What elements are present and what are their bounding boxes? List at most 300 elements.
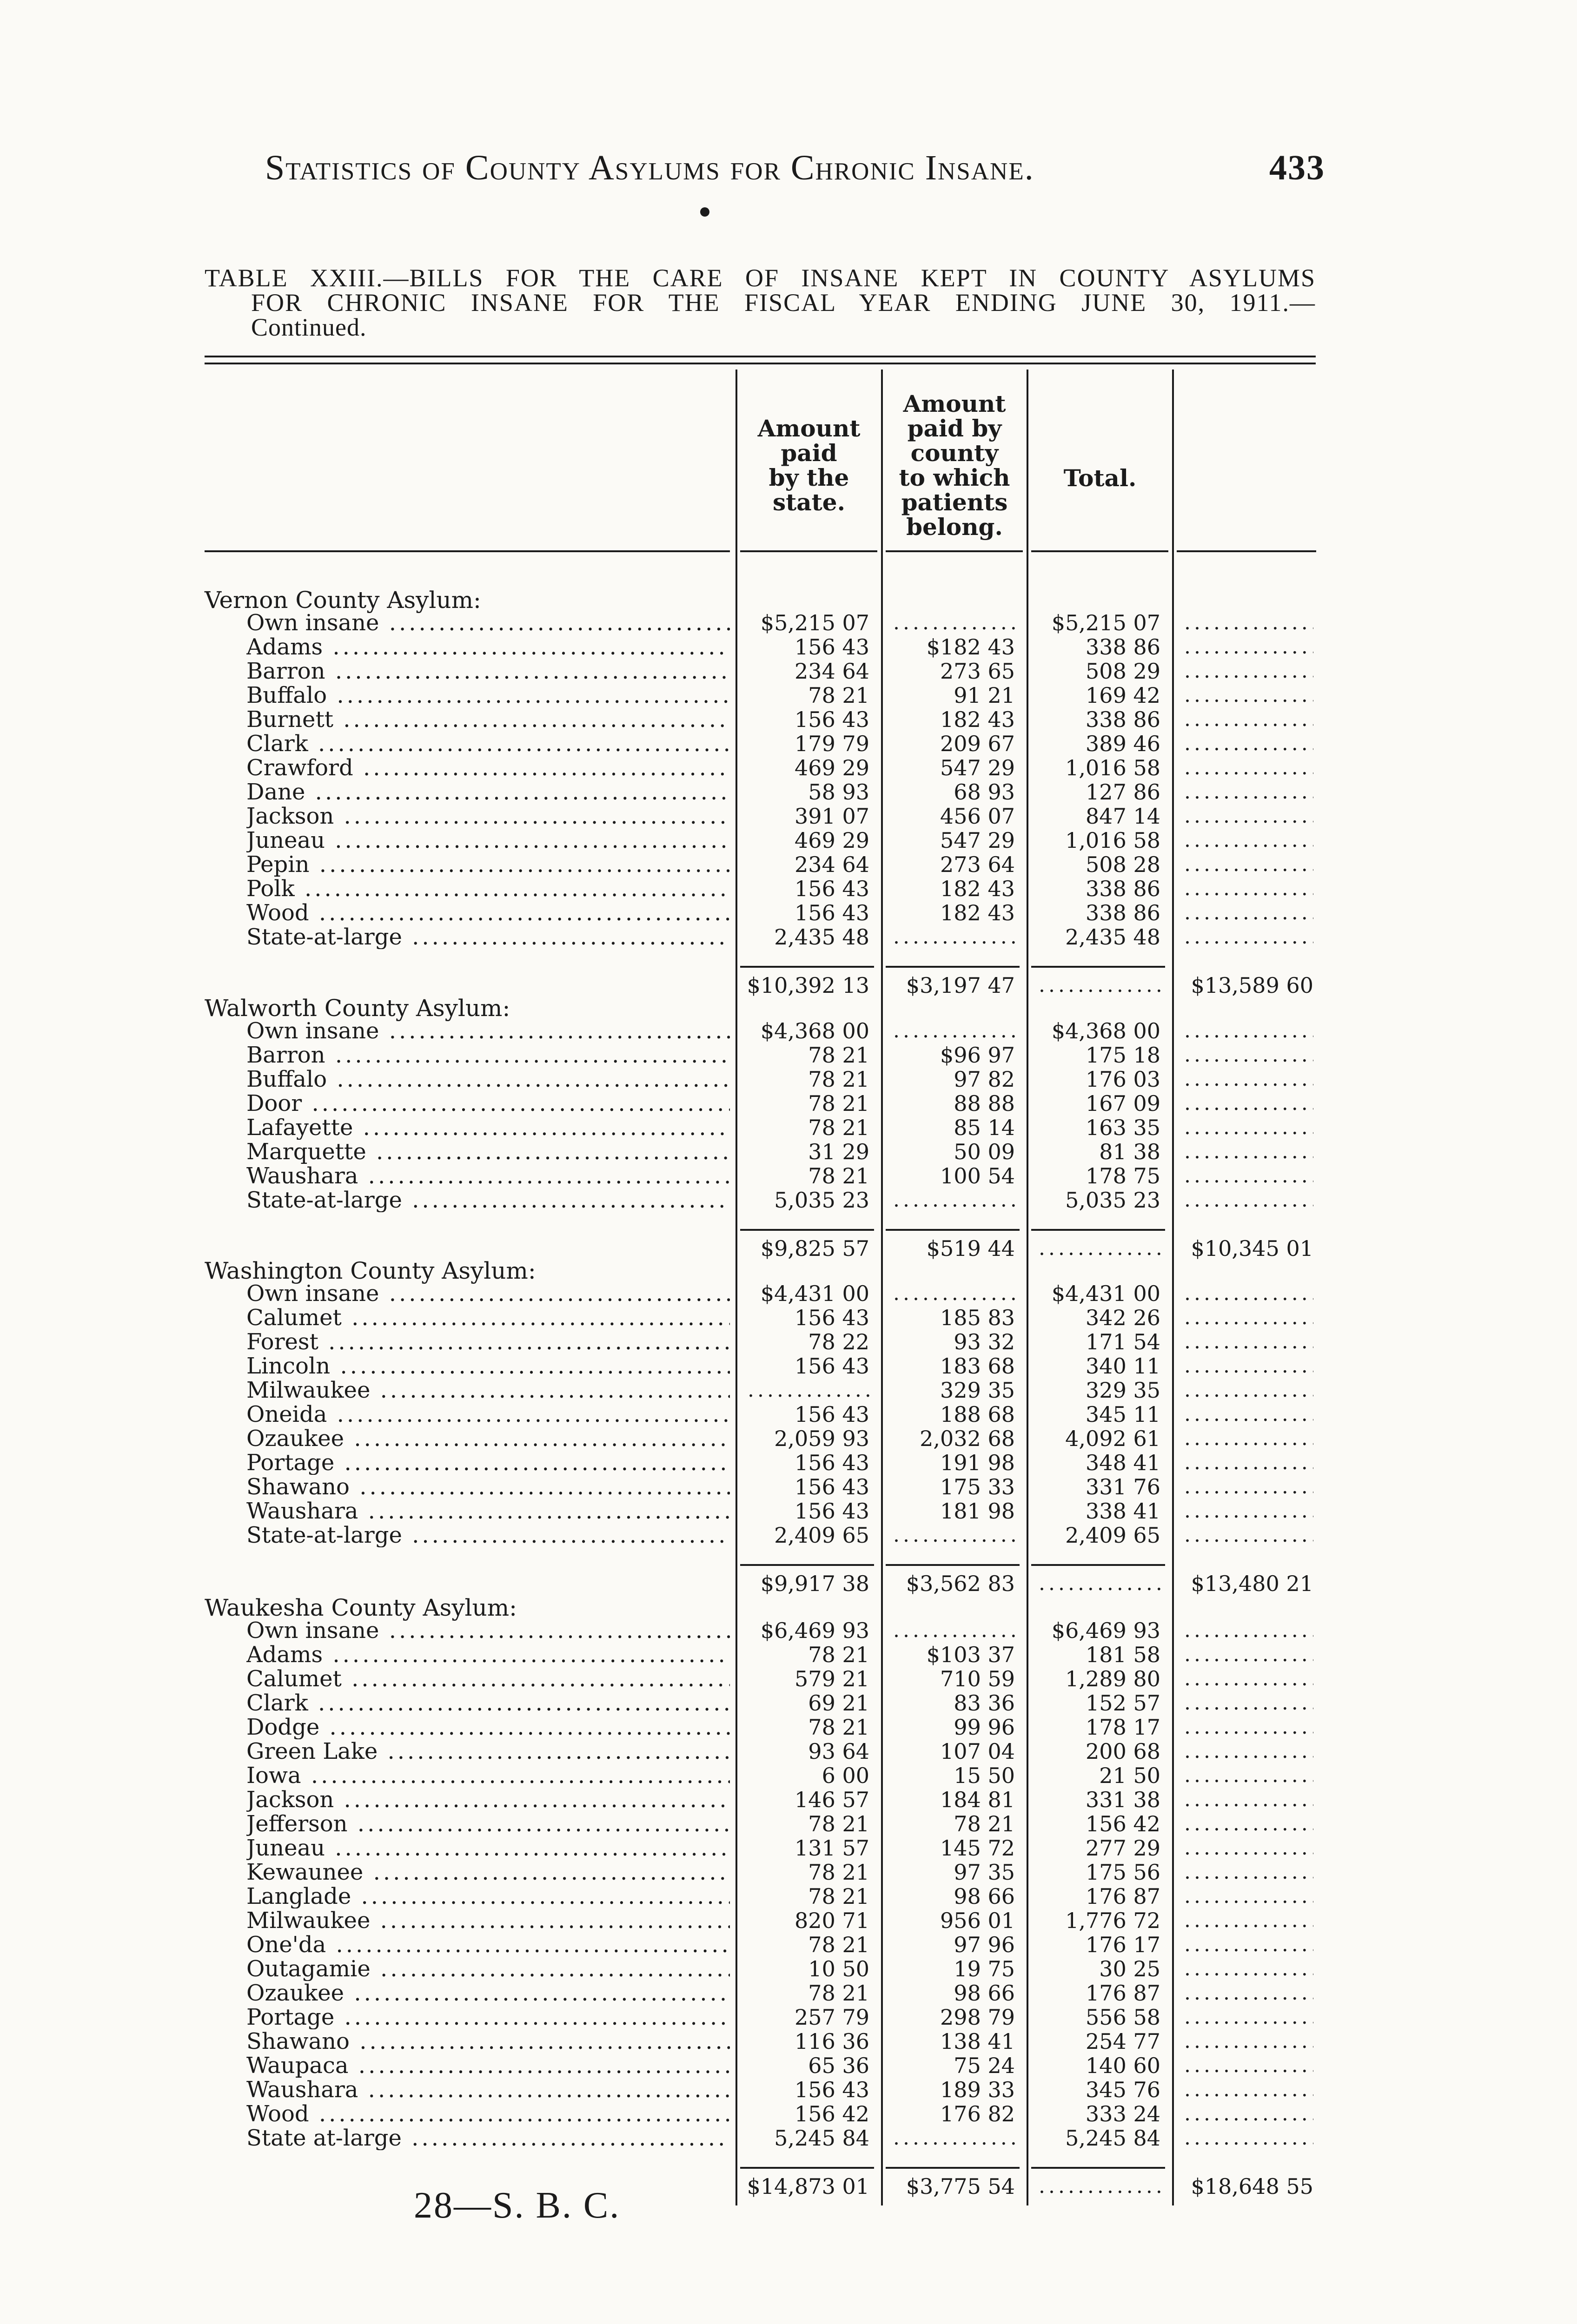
row-leader bbox=[893, 1188, 1015, 1212]
row-amount: 257 79 bbox=[795, 2005, 869, 2030]
row-leader bbox=[1184, 1188, 1313, 1212]
row-label: Oneida ..... bbox=[246, 1402, 730, 1426]
row-leader bbox=[1184, 1091, 1313, 1116]
row-amount: 329 35 bbox=[940, 1378, 1015, 1403]
row-amount: 189 33 bbox=[940, 2077, 1015, 2102]
group-heading: Walworth County Asylum: bbox=[205, 995, 510, 1022]
row-leader bbox=[1184, 828, 1313, 852]
row-amount: 508 29 bbox=[1086, 659, 1160, 684]
total-amount: $13,589 60 bbox=[1191, 973, 1313, 998]
row-amount: 182 43 bbox=[940, 900, 1015, 925]
row-amount: $6,469 93 bbox=[1051, 1618, 1160, 1643]
row-label: Calumet ..... bbox=[246, 1667, 730, 1691]
row-label: Clark ..... bbox=[246, 1691, 730, 1715]
row-label: Iowa ..... bbox=[246, 1763, 730, 1788]
subtotal-rule bbox=[1031, 1564, 1165, 1566]
row-amount: 169 42 bbox=[1086, 683, 1160, 708]
row-amount: $4,431 00 bbox=[1051, 1281, 1160, 1306]
row-amount: 156 43 bbox=[795, 900, 869, 925]
row-label: Ozaukee ..... bbox=[246, 1426, 730, 1451]
row-label: Buffalo ..... bbox=[246, 1067, 730, 1091]
row-leader bbox=[1184, 1884, 1313, 1908]
row-leader bbox=[1184, 1475, 1313, 1499]
column-header-county bbox=[885, 391, 1024, 539]
row-amount: $6,469 93 bbox=[760, 1618, 869, 1643]
subtotal-rule bbox=[1031, 2167, 1165, 2169]
row-amount: 163 35 bbox=[1086, 1115, 1160, 1140]
row-amount: 4,092 61 bbox=[1065, 1426, 1160, 1451]
row-amount: 68 93 bbox=[954, 779, 1015, 805]
row-leader bbox=[1184, 1330, 1313, 1354]
row-amount: 131 57 bbox=[795, 1835, 869, 1861]
total-amount: $14,873 01 bbox=[747, 2174, 869, 2199]
table-caption bbox=[205, 266, 1316, 340]
row-leader bbox=[893, 925, 1015, 949]
row-amount: 78 21 bbox=[808, 1163, 869, 1188]
ornament-dot bbox=[700, 207, 709, 217]
row-label: Portage ..... bbox=[246, 1451, 730, 1475]
row-label: Lincoln ..... bbox=[246, 1354, 730, 1378]
row-label: Wood ..... bbox=[246, 901, 730, 925]
row-amount: 69 21 bbox=[808, 1690, 869, 1716]
row-amount: 78 21 bbox=[808, 1091, 869, 1116]
row-leader bbox=[1184, 852, 1313, 877]
row-leader bbox=[1184, 1812, 1313, 1836]
row-amount: 391 07 bbox=[795, 804, 869, 829]
running-title: Statistics of County Asylums for Chronic Insane. bbox=[265, 148, 1034, 187]
row-amount: 99 96 bbox=[954, 1715, 1015, 1740]
row-label: Forest ..... bbox=[246, 1330, 730, 1354]
row-amount: 331 38 bbox=[1086, 1787, 1160, 1812]
row-label: Burnett ..... bbox=[246, 707, 730, 732]
row-leader bbox=[1184, 1140, 1313, 1164]
row-amount: 15 50 bbox=[954, 1763, 1015, 1788]
row-label: State-at-large ..... bbox=[246, 1188, 730, 1212]
row-leader bbox=[1184, 1763, 1313, 1788]
row-amount: 93 64 bbox=[808, 1739, 869, 1764]
row-leader bbox=[1184, 1836, 1313, 1860]
row-amount: 338 86 bbox=[1086, 876, 1160, 901]
row-leader bbox=[1184, 1523, 1313, 1547]
row-amount: 176 87 bbox=[1086, 1884, 1160, 1909]
row-label: Barron ..... bbox=[246, 1043, 730, 1067]
row-label: Waushara ..... bbox=[246, 1499, 730, 1523]
row-amount: 200 68 bbox=[1086, 1739, 1160, 1764]
row-leader bbox=[1184, 2078, 1313, 2102]
row-amount: 78 21 bbox=[808, 1884, 869, 1909]
row-leader bbox=[1184, 1164, 1313, 1188]
row-leader bbox=[1184, 1402, 1313, 1426]
row-amount: 2,409 65 bbox=[1065, 1523, 1160, 1548]
row-label: Green Lake ..... bbox=[246, 1739, 730, 1763]
row-amount: 5,245 84 bbox=[1065, 2126, 1160, 2151]
row-amount: 820 71 bbox=[795, 1908, 869, 1933]
row-amount: 273 64 bbox=[940, 852, 1015, 877]
row-amount: 65 36 bbox=[808, 2053, 869, 2078]
row-label: State-at-large ..... bbox=[246, 925, 730, 949]
column-divider-3 bbox=[1027, 370, 1028, 2205]
row-amount: 88 88 bbox=[954, 1091, 1015, 1116]
column-divider-4 bbox=[1172, 370, 1174, 2205]
row-amount: 556 58 bbox=[1086, 2005, 1160, 2030]
total-amount: $3,562 83 bbox=[906, 1571, 1015, 1596]
row-amount: 333 24 bbox=[1086, 2101, 1160, 2126]
row-leader bbox=[1184, 804, 1313, 828]
row-leader bbox=[1184, 1667, 1313, 1691]
total-amount: $3,197 47 bbox=[906, 973, 1015, 998]
group-heading: Waukesha County Asylum: bbox=[205, 1594, 517, 1621]
row-amount: 342 26 bbox=[1086, 1305, 1160, 1330]
subtotal-rule bbox=[740, 966, 874, 968]
row-amount: 78 21 bbox=[954, 1811, 1015, 1836]
row-amount: 100 54 bbox=[940, 1163, 1015, 1188]
row-amount: 146 57 bbox=[795, 1787, 869, 1812]
row-label: Calumet ..... bbox=[246, 1306, 730, 1330]
row-amount: 179 79 bbox=[795, 731, 869, 756]
row-amount: 181 58 bbox=[1086, 1642, 1160, 1667]
row-amount: 156 43 bbox=[795, 876, 869, 901]
row-amount: 175 18 bbox=[1086, 1043, 1160, 1068]
row-amount: 176 17 bbox=[1086, 1932, 1160, 1957]
row-label: Outagamie ..... bbox=[246, 1957, 730, 1981]
row-amount: 456 07 bbox=[940, 804, 1015, 829]
row-amount: 254 77 bbox=[1086, 2029, 1160, 2054]
row-amount: 81 38 bbox=[1099, 1139, 1160, 1164]
row-amount: 345 11 bbox=[1086, 1402, 1160, 1427]
row-amount: 2,032 68 bbox=[920, 1426, 1015, 1451]
subtotal-rule bbox=[886, 966, 1020, 968]
header-county-text: Amount paid by county to which patients belong. bbox=[899, 390, 1010, 541]
header-rule-state bbox=[740, 550, 877, 552]
row-amount: 338 86 bbox=[1086, 707, 1160, 732]
row-label: Clark ..... bbox=[246, 732, 730, 756]
row-amount: 184 81 bbox=[940, 1787, 1015, 1812]
row-leader bbox=[1184, 635, 1313, 659]
row-label: Pepin ..... bbox=[246, 852, 730, 877]
row-amount: 97 82 bbox=[954, 1067, 1015, 1092]
total-amount: $3,775 54 bbox=[906, 2174, 1015, 2199]
row-amount: 156 43 bbox=[795, 634, 869, 660]
row-amount: 78 21 bbox=[808, 1932, 869, 1957]
row-amount: 30 25 bbox=[1099, 1956, 1160, 1981]
subtotal-rule bbox=[886, 2167, 1020, 2169]
row-amount: 156 43 bbox=[795, 1305, 869, 1330]
row-amount: 97 96 bbox=[954, 1932, 1015, 1957]
row-label: Waupaca ..... bbox=[246, 2053, 730, 2078]
row-label: Juneau ..... bbox=[246, 1836, 730, 1860]
row-leader bbox=[1184, 659, 1313, 683]
row-leader bbox=[1184, 1788, 1313, 1812]
row-amount: 1,776 72 bbox=[1065, 1908, 1160, 1933]
row-leader bbox=[1184, 1019, 1313, 1043]
subtotal-rule bbox=[886, 1564, 1020, 1566]
row-leader bbox=[1184, 611, 1313, 635]
row-label: Own insane ..... bbox=[246, 1281, 730, 1306]
row-amount: 175 33 bbox=[940, 1474, 1015, 1499]
row-amount: 389 46 bbox=[1086, 731, 1160, 756]
row-amount: 78 22 bbox=[808, 1329, 869, 1354]
row-amount: 277 29 bbox=[1086, 1835, 1160, 1861]
row-label: Door ..... bbox=[246, 1091, 730, 1116]
total-leader bbox=[1039, 2174, 1160, 2199]
row-leader bbox=[1184, 1116, 1313, 1140]
row-amount: 182 43 bbox=[940, 876, 1015, 901]
total-amount: $13,480 21 bbox=[1191, 1571, 1313, 1596]
row-amount: 331 76 bbox=[1086, 1474, 1160, 1499]
row-amount: 2,435 48 bbox=[1065, 924, 1160, 950]
header-rule-total bbox=[1031, 550, 1168, 552]
row-leader bbox=[1184, 1618, 1313, 1643]
row-amount: 1,289 80 bbox=[1065, 1666, 1160, 1691]
row-label: Portage ..... bbox=[246, 2005, 730, 2029]
row-label: Dodge ..... bbox=[246, 1715, 730, 1739]
row-amount: 58 93 bbox=[808, 779, 869, 805]
row-amount: 83 36 bbox=[954, 1690, 1015, 1716]
row-amount: 185 83 bbox=[940, 1305, 1015, 1330]
column-divider-1 bbox=[735, 370, 737, 2205]
row-amount: $4,368 00 bbox=[1051, 1018, 1160, 1043]
top-rule-1 bbox=[205, 356, 1316, 357]
total-amount: $9,917 38 bbox=[760, 1571, 869, 1596]
header-rule-label bbox=[205, 550, 730, 552]
row-amount: 329 35 bbox=[1086, 1378, 1160, 1403]
row-amount: $96 97 bbox=[940, 1043, 1015, 1068]
total-leader bbox=[1039, 1236, 1160, 1261]
row-amount: $5,215 07 bbox=[760, 610, 869, 635]
row-leader bbox=[1184, 780, 1313, 804]
row-amount: 127 86 bbox=[1086, 779, 1160, 805]
row-leader bbox=[1184, 756, 1313, 780]
row-amount: 156 42 bbox=[795, 2101, 869, 2126]
row-leader bbox=[1184, 1067, 1313, 1091]
row-leader bbox=[1184, 1715, 1313, 1739]
row-amount: 1,016 58 bbox=[1065, 755, 1160, 780]
row-amount: 152 57 bbox=[1086, 1690, 1160, 1716]
row-amount: 847 14 bbox=[1086, 804, 1160, 829]
row-label: Waushara ..... bbox=[246, 1164, 730, 1188]
row-leader bbox=[1184, 1043, 1313, 1067]
row-label: Shawano ..... bbox=[246, 1475, 730, 1499]
row-amount: 273 65 bbox=[940, 659, 1015, 684]
row-amount: 2,409 65 bbox=[774, 1523, 869, 1548]
row-amount: $103 37 bbox=[926, 1642, 1015, 1667]
row-amount: 469 29 bbox=[795, 755, 869, 780]
row-leader bbox=[1184, 877, 1313, 901]
row-leader bbox=[1184, 1451, 1313, 1475]
row-amount: 98 66 bbox=[954, 1981, 1015, 2006]
row-amount: 182 43 bbox=[940, 707, 1015, 732]
row-amount: 98 66 bbox=[954, 1884, 1015, 1909]
row-amount: 2,435 48 bbox=[774, 924, 869, 950]
row-amount: 78 21 bbox=[808, 1860, 869, 1885]
header-rule-grand bbox=[1177, 550, 1316, 552]
row-label: Jackson ..... bbox=[246, 1788, 730, 1812]
header-total-text: Total. bbox=[1063, 464, 1137, 492]
row-amount: 19 75 bbox=[954, 1956, 1015, 1981]
subtotal-rule bbox=[1031, 1229, 1165, 1231]
row-label: Ozaukee ..... bbox=[246, 1981, 730, 2005]
row-amount: 78 21 bbox=[808, 1642, 869, 1667]
subtotal-rule bbox=[740, 2167, 874, 2169]
subtotal-rule bbox=[1031, 966, 1165, 968]
row-amount: 178 75 bbox=[1086, 1163, 1160, 1188]
row-leader bbox=[1184, 1306, 1313, 1330]
row-amount: 234 64 bbox=[795, 852, 869, 877]
row-label: Own insane ..... bbox=[246, 1618, 730, 1643]
row-amount: 78 21 bbox=[808, 1115, 869, 1140]
row-amount: 5,035 23 bbox=[774, 1188, 869, 1213]
row-label: Waushara ..... bbox=[246, 2078, 730, 2102]
running-head bbox=[265, 148, 1325, 199]
row-label: One'da ..... bbox=[246, 1933, 730, 1957]
row-amount: 508 28 bbox=[1086, 852, 1160, 877]
row-label: Dane ..... bbox=[246, 780, 730, 804]
row-amount: 78 21 bbox=[808, 1981, 869, 2006]
row-label: Jefferson ..... bbox=[246, 1812, 730, 1836]
row-amount: 348 41 bbox=[1086, 1450, 1160, 1475]
row-leader bbox=[1184, 1739, 1313, 1763]
total-leader bbox=[1039, 973, 1160, 997]
row-amount: 85 14 bbox=[954, 1115, 1015, 1140]
row-amount: 156 43 bbox=[795, 1402, 869, 1427]
row-leader bbox=[1184, 1691, 1313, 1715]
row-amount: 209 67 bbox=[940, 731, 1015, 756]
row-amount: 140 60 bbox=[1086, 2053, 1160, 2078]
row-amount: 97 35 bbox=[954, 1860, 1015, 1885]
row-amount: 75 24 bbox=[954, 2053, 1015, 2078]
row-label: Kewaunee ..... bbox=[246, 1860, 730, 1884]
row-amount: 183 68 bbox=[940, 1353, 1015, 1379]
row-amount: $182 43 bbox=[926, 634, 1015, 660]
row-amount: 10 50 bbox=[808, 1956, 869, 1981]
row-amount: 345 76 bbox=[1086, 2077, 1160, 2102]
row-amount: 156 43 bbox=[795, 1474, 869, 1499]
row-leader bbox=[1184, 732, 1313, 756]
column-divider-2 bbox=[881, 370, 883, 2205]
row-leader bbox=[1184, 925, 1313, 949]
row-amount: 6 00 bbox=[822, 1763, 869, 1788]
row-amount: 176 03 bbox=[1086, 1067, 1160, 1092]
column-header-state bbox=[739, 416, 879, 515]
row-label: Crawford ..... bbox=[246, 756, 730, 780]
row-amount: 191 98 bbox=[940, 1450, 1015, 1475]
row-amount: 547 29 bbox=[940, 828, 1015, 853]
row-amount: 5,035 23 bbox=[1065, 1188, 1160, 1213]
row-amount: 91 21 bbox=[954, 683, 1015, 708]
row-label: Wood ..... bbox=[246, 2102, 730, 2126]
subtotal-rule bbox=[886, 1229, 1020, 1231]
row-amount: 78 21 bbox=[808, 1811, 869, 1836]
header-rule-county bbox=[886, 550, 1023, 552]
total-leader bbox=[1039, 1571, 1160, 1596]
row-label: Adams ..... bbox=[246, 1643, 730, 1667]
row-amount: $4,368 00 bbox=[760, 1018, 869, 1043]
header-state-text: Amount paid by the state. bbox=[757, 415, 861, 516]
group-heading: Vernon County Asylum: bbox=[205, 587, 481, 614]
total-amount: $519 44 bbox=[926, 1236, 1015, 1261]
top-rule-2 bbox=[205, 363, 1316, 364]
total-amount: $18,648 55 bbox=[1191, 2174, 1313, 2199]
row-amount: 710 59 bbox=[940, 1666, 1015, 1691]
total-amount: $10,392 13 bbox=[747, 973, 869, 998]
row-amount: 107 04 bbox=[940, 1739, 1015, 1764]
row-label: Own insane ..... bbox=[246, 611, 730, 635]
row-leader bbox=[1184, 901, 1313, 925]
row-amount: 78 21 bbox=[808, 1067, 869, 1092]
row-amount: 956 01 bbox=[940, 1908, 1015, 1933]
row-amount: 188 68 bbox=[940, 1402, 1015, 1427]
row-label: Milwaukee ..... bbox=[246, 1378, 730, 1402]
row-label: Shawano ..... bbox=[246, 2029, 730, 2053]
row-label: State-at-large ..... bbox=[246, 1523, 730, 1547]
row-leader bbox=[1184, 1643, 1313, 1667]
row-leader bbox=[893, 1523, 1015, 1547]
row-leader bbox=[1184, 1957, 1313, 1981]
page-number: 433 bbox=[1269, 148, 1325, 187]
row-amount: 21 50 bbox=[1099, 1763, 1160, 1788]
caption-line-1: TABLE XXIII.—BILLS FOR THE CARE OF INSANE KEPT IN COUNTY ASYLUMS bbox=[205, 264, 1316, 292]
row-amount: 2,059 93 bbox=[774, 1426, 869, 1451]
row-amount: 93 32 bbox=[954, 1329, 1015, 1354]
row-amount: 175 56 bbox=[1086, 1860, 1160, 1885]
row-amount: 469 29 bbox=[795, 828, 869, 853]
row-label: State at-large ..... bbox=[246, 2126, 730, 2150]
row-amount: 338 86 bbox=[1086, 634, 1160, 660]
row-label: Buffalo ..... bbox=[246, 683, 730, 707]
row-amount: 50 09 bbox=[954, 1139, 1015, 1164]
total-amount: $9,825 57 bbox=[760, 1236, 869, 1261]
row-leader bbox=[1184, 2005, 1313, 2029]
row-amount: 156 43 bbox=[795, 1450, 869, 1475]
row-leader bbox=[893, 1618, 1015, 1643]
row-amount: 181 98 bbox=[940, 1499, 1015, 1524]
row-leader bbox=[893, 2126, 1015, 2150]
row-label: Polk ..... bbox=[246, 877, 730, 901]
row-amount: $4,431 00 bbox=[760, 1281, 869, 1306]
row-leader bbox=[1184, 2029, 1313, 2053]
row-leader bbox=[893, 1281, 1015, 1306]
row-label: Adams ..... bbox=[246, 635, 730, 659]
row-amount: 178 17 bbox=[1086, 1715, 1160, 1740]
row-amount: 31 29 bbox=[808, 1139, 869, 1164]
row-amount: 138 41 bbox=[940, 2029, 1015, 2054]
row-label: Juneau ..... bbox=[246, 828, 730, 852]
row-label: Barron ..... bbox=[246, 659, 730, 683]
row-amount: 78 21 bbox=[808, 1043, 869, 1068]
row-amount: 1,016 58 bbox=[1065, 828, 1160, 853]
row-label: Own insane ..... bbox=[246, 1019, 730, 1043]
row-amount: 171 54 bbox=[1086, 1329, 1160, 1354]
row-leader bbox=[1184, 2053, 1313, 2078]
row-leader bbox=[1184, 1860, 1313, 1884]
row-leader bbox=[1184, 707, 1313, 732]
signature-mark: 28—S. B. C. bbox=[414, 2185, 621, 2226]
row-amount: 156 43 bbox=[795, 707, 869, 732]
row-leader bbox=[893, 1019, 1015, 1043]
row-leader bbox=[1184, 1499, 1313, 1523]
subtotal-rule bbox=[740, 1564, 874, 1566]
row-amount: 298 79 bbox=[940, 2005, 1015, 2030]
row-label: Marquette ..... bbox=[246, 1140, 730, 1164]
row-label: Langlade ..... bbox=[246, 1884, 730, 1908]
row-amount: 78 21 bbox=[808, 683, 869, 708]
row-amount: 176 82 bbox=[940, 2101, 1015, 2126]
row-amount: 176 87 bbox=[1086, 1981, 1160, 2006]
row-amount: 5,245 84 bbox=[774, 2126, 869, 2151]
row-leader bbox=[1184, 683, 1313, 707]
row-amount: 234 64 bbox=[795, 659, 869, 684]
row-amount: $5,215 07 bbox=[1051, 610, 1160, 635]
